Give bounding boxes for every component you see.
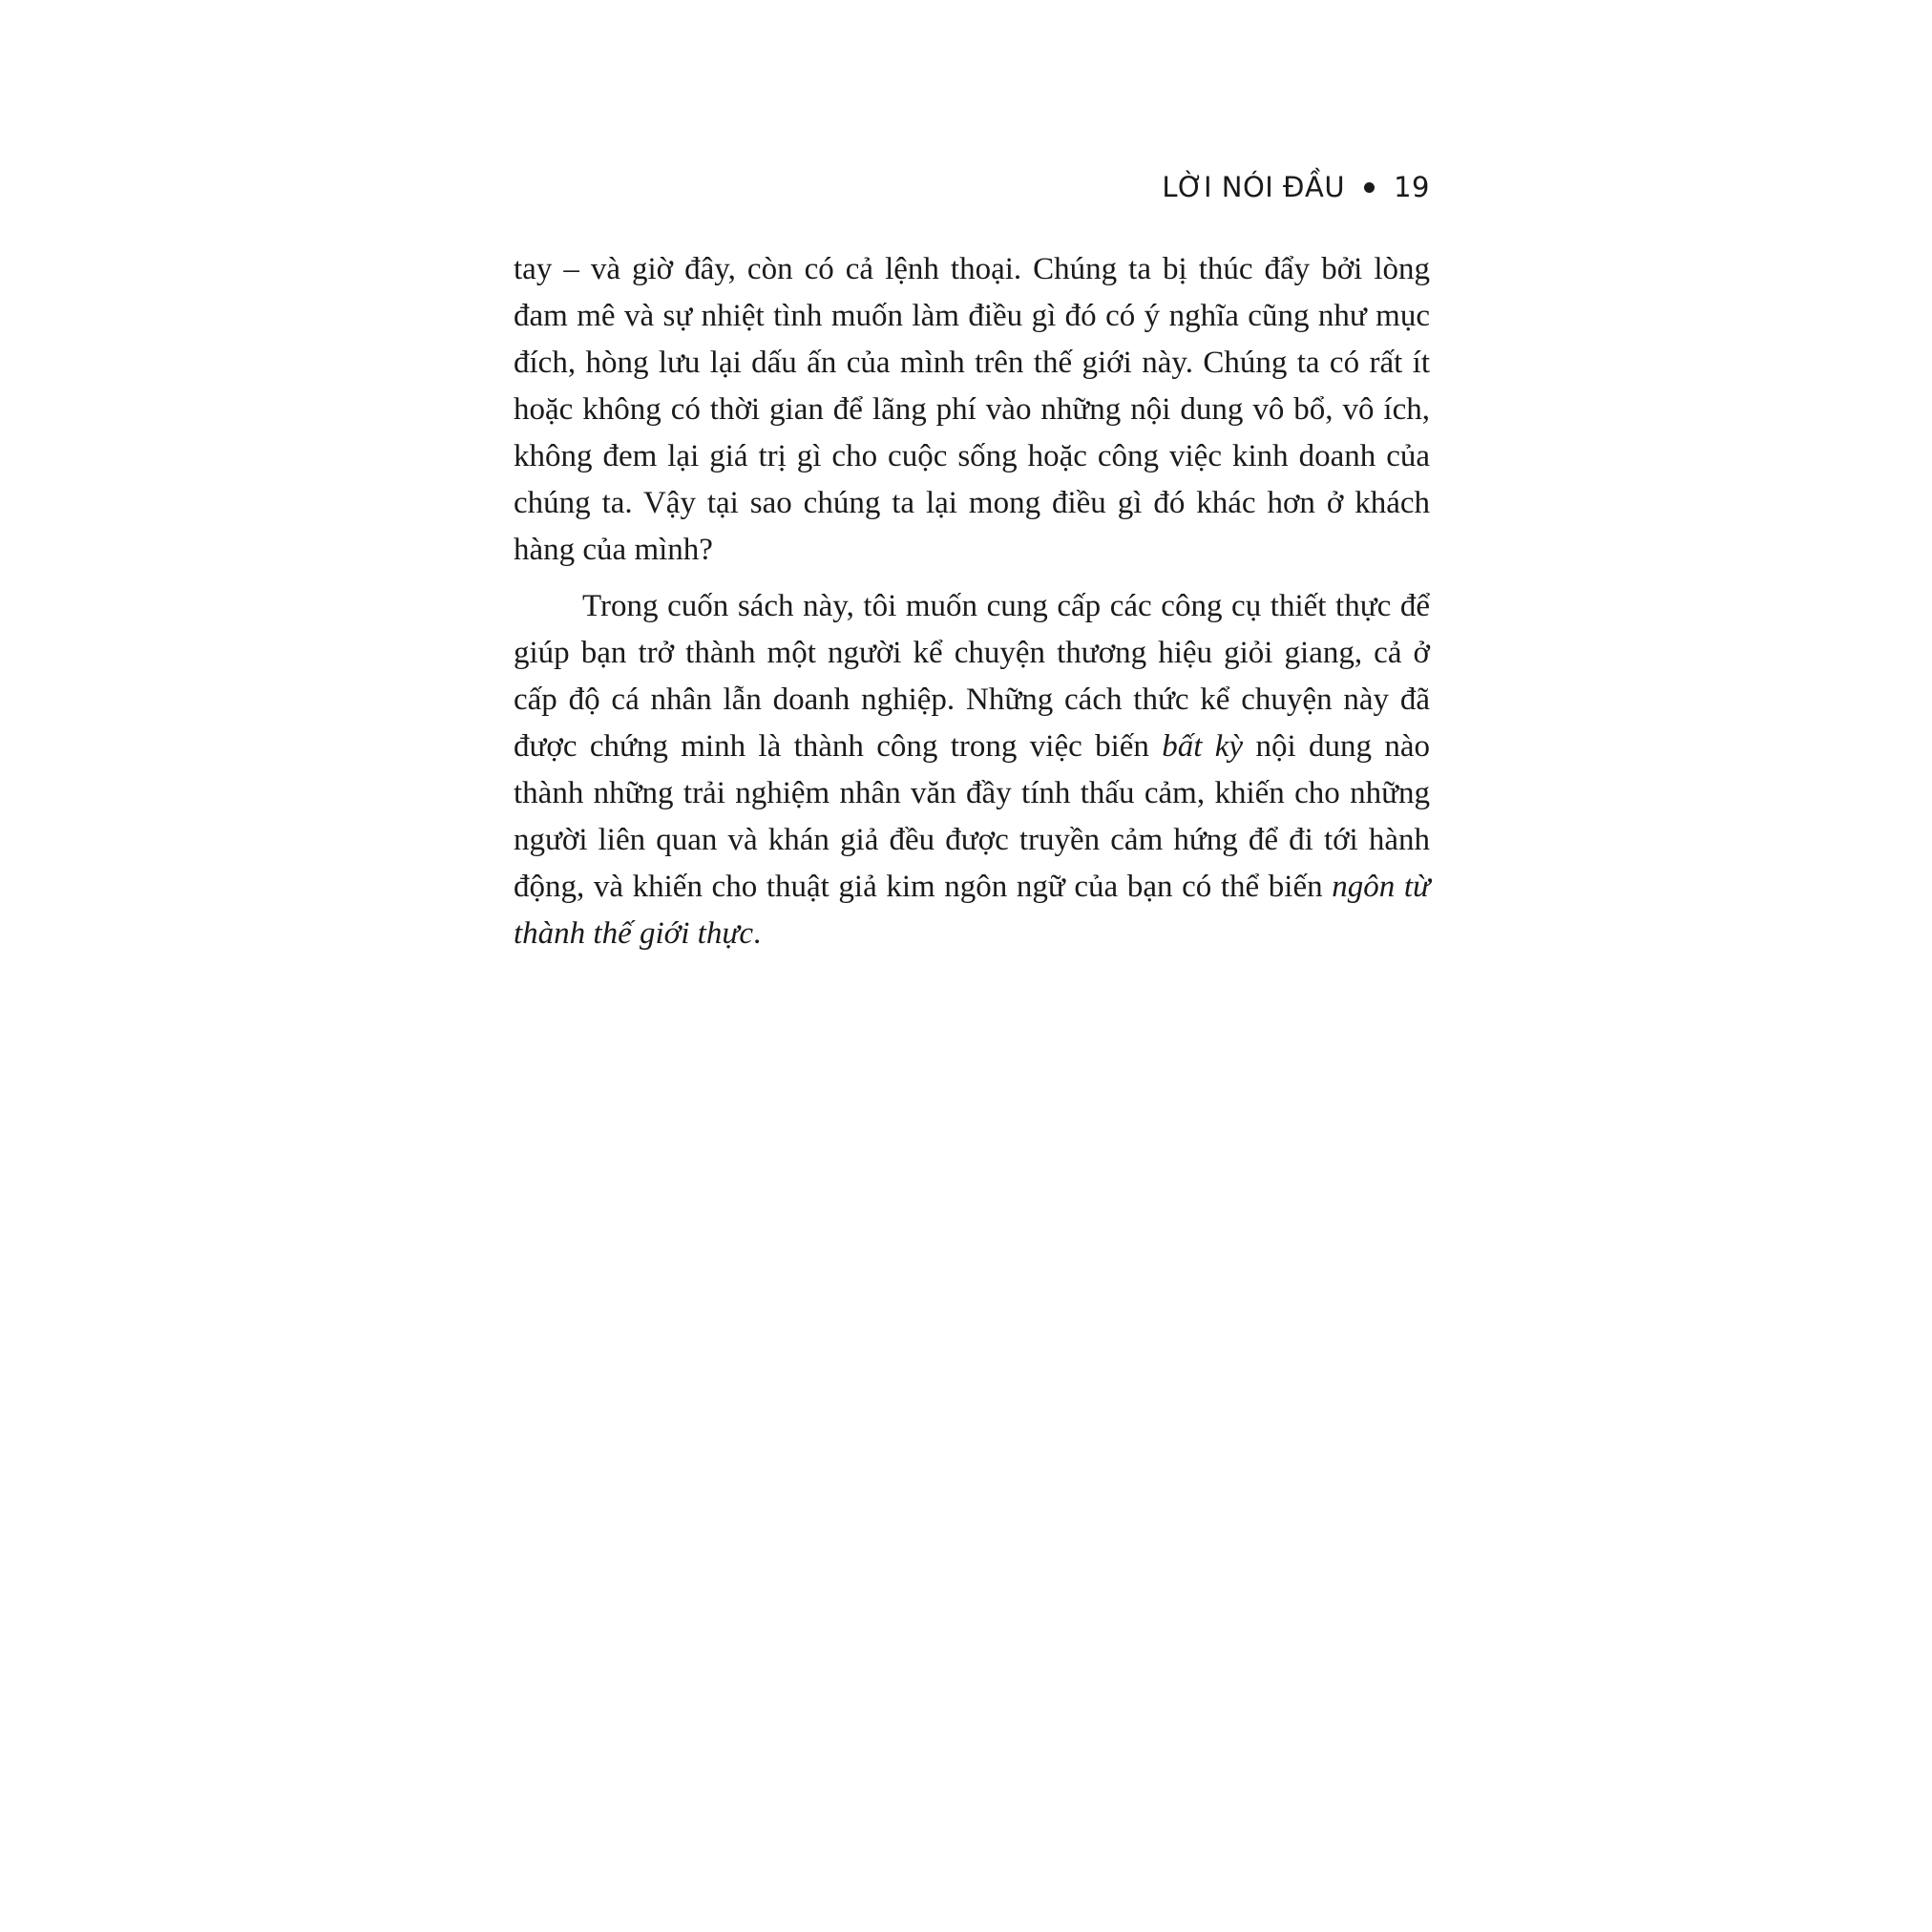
running-header <box>1162 168 1430 206</box>
body-text <box>514 246 1430 957</box>
paragraph-2 <box>514 583 1430 957</box>
section-title: LỜI NÓI ĐẦU <box>1162 171 1346 203</box>
italic-emphasis-1: bất kỳ <box>1162 729 1244 764</box>
italic-emphasis-2: ngôn từ thành thế giới thực <box>514 870 1431 951</box>
bullet-separator <box>1364 182 1375 193</box>
paragraph-2-part-3: . <box>753 916 762 951</box>
page-number: 19 <box>1394 171 1430 203</box>
paragraph-2-part-2: nội dung nào thành những trải nghiệm nhân văn đầy tính thấu cảm, khiến cho những người liên quan và khán giả đều được truyền cảm hứng để đi tới hành động, và khiến cho thuật giả kim ngôn ngữ của bạn có thể biến <box>514 729 1430 904</box>
paragraph-1: tay – và giờ đây, còn có cả lệnh thoại. Chúng ta bị thúc đẩy bởi lòng đam mê và sự nhiệt tình muốn làm điều gì đó có ý nghĩa cũng như mục đích, hòng lưu lại dấu ấn của mình trên thế giới này. Chúng ta có rất ít hoặc không có thời gian để lãng phí vào những nội dung vô bổ, vô ích, không đem lại giá trị gì cho cuộc sống hoặc công việc kinh doanh của chúng ta. Vậy tại sao chúng ta lại mong điều gì đó khác hơn ở khách hàng của mình? <box>514 252 1430 567</box>
paragraph-2-part-1: Trong cuốn sách này, tôi muốn cung cấp các công cụ thiết thực để giúp bạn trở thành một người kể chuyện thương hiệu giỏi giang, cả ở cấp độ cá nhân lẫn doanh nghiệp. Những cách thức kể chuyện này đã được chứng minh là thành công trong việc biến <box>514 589 1430 764</box>
